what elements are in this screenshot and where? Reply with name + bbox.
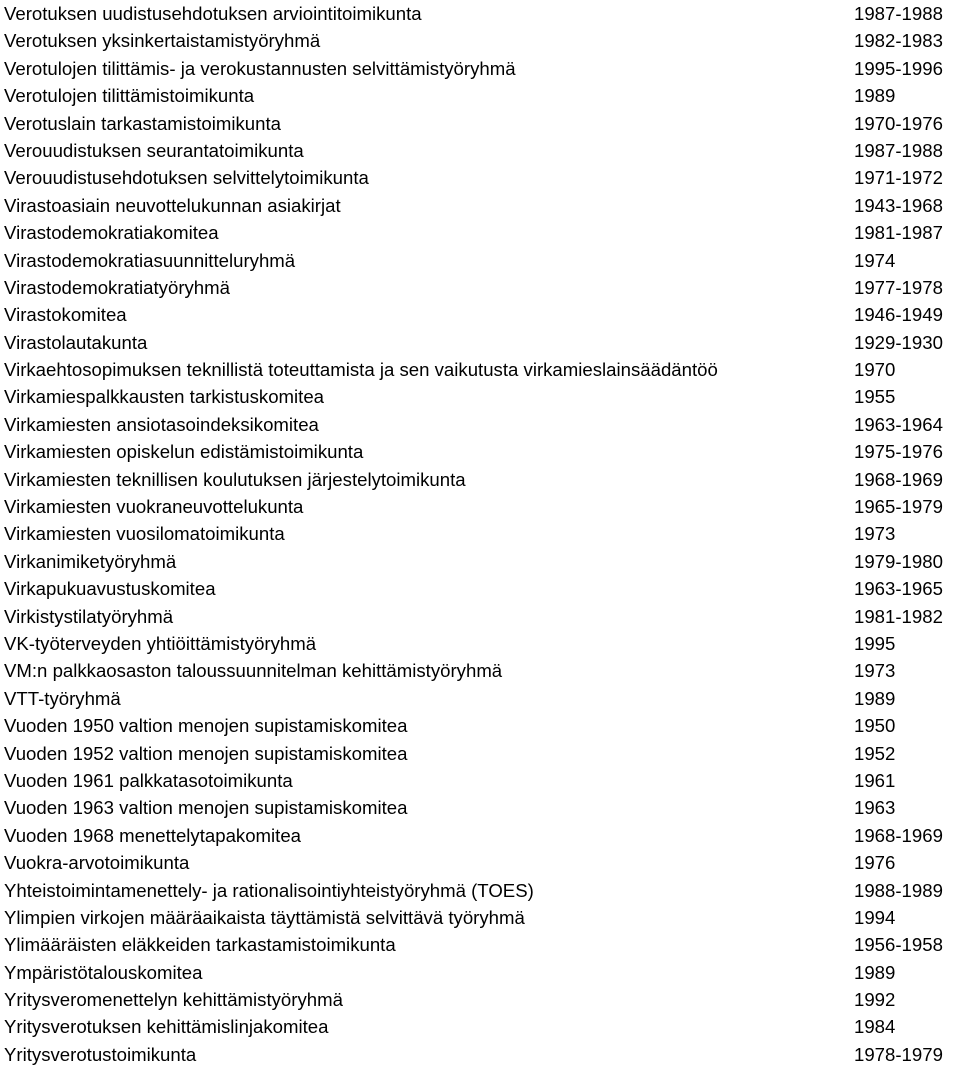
committee-years: 1987-1988 bbox=[854, 3, 943, 24]
committee-years: 1973 bbox=[854, 660, 896, 682]
committee-name: Ylimpien virkojen määräaikaista täyttämistä selvittävä työryhmä bbox=[4, 906, 525, 928]
committee-years: 1963-1965 bbox=[854, 578, 943, 600]
committee-years: 1943-1968 bbox=[854, 194, 943, 216]
committee-name: Virkamiesten teknillisen koulutuksen järjestelytoimikunta bbox=[4, 468, 466, 490]
committee-name: Verotuslain tarkastamistoimikunta bbox=[4, 112, 281, 134]
committee-years: 1946-1949 bbox=[854, 304, 943, 326]
committee-years: 1976 bbox=[854, 852, 896, 874]
committee-name: Virkapukuavustuskomitea bbox=[4, 578, 216, 600]
committee-years: 1955 bbox=[854, 386, 896, 408]
committee-years: 1981-1987 bbox=[854, 222, 943, 244]
committee-name: Virastodemokratiasuunnitteluryhmä bbox=[4, 249, 296, 271]
list-item bbox=[0, 110, 960, 137]
committee-years: 1963-1964 bbox=[854, 413, 943, 435]
committee-name: Virastodemokratiatyöryhmä bbox=[4, 276, 230, 298]
list-item bbox=[0, 383, 960, 410]
committee-name: Virkamiespalkkausten tarkistuskomitea bbox=[4, 386, 325, 408]
committee-name: Verotulojen tilittämis- ja verokustannusten selvittämistyöryhmä bbox=[4, 57, 516, 79]
list-item bbox=[0, 493, 960, 520]
committee-years: 1963 bbox=[854, 797, 896, 819]
committee-years: 1977-1978 bbox=[854, 276, 943, 298]
committee-years: 1961 bbox=[854, 769, 896, 791]
list-item bbox=[0, 82, 960, 109]
committee-name: Ylimääräisten eläkkeiden tarkastamistoimikunta bbox=[4, 934, 396, 956]
committee-name: Verouudistusehdotuksen selvittelytoimikunta bbox=[4, 167, 369, 189]
committee-name: Yritysverotustoimikunta bbox=[4, 1043, 197, 1065]
list-item bbox=[0, 575, 960, 602]
committee-name: Virastolautakunta bbox=[4, 331, 148, 353]
committee-years: 1970 bbox=[854, 359, 896, 381]
committee-name: Vuoden 1968 menettelytapakomitea bbox=[4, 824, 302, 846]
list-item bbox=[0, 219, 960, 246]
list-item bbox=[0, 931, 960, 958]
list-item bbox=[0, 548, 960, 575]
list-item bbox=[0, 904, 960, 931]
list-item bbox=[0, 0, 960, 27]
committee-years: 1978-1979 bbox=[854, 1043, 943, 1065]
committee-name: Virastoasiain neuvottelukunnan asiakirjat bbox=[4, 194, 341, 216]
list-item bbox=[0, 630, 960, 657]
committee-name: Virastodemokratiakomitea bbox=[4, 222, 219, 244]
committee-years: 1981-1982 bbox=[854, 605, 943, 627]
list-item bbox=[0, 740, 960, 767]
list-item bbox=[0, 712, 960, 739]
committee-years: 1989 bbox=[854, 687, 896, 709]
committee-years: 1989 bbox=[854, 961, 896, 983]
list-item bbox=[0, 192, 960, 219]
committee-years: 1995-1996 bbox=[854, 57, 943, 79]
committee-name: Verouudistuksen seurantatoimikunta bbox=[4, 139, 304, 161]
list-item bbox=[0, 767, 960, 794]
list-item bbox=[0, 329, 960, 356]
list-item bbox=[0, 685, 960, 712]
committee-years: 1968-1969 bbox=[854, 824, 943, 846]
committee-name: Yritysverotuksen kehittämislinjakomitea bbox=[4, 1016, 329, 1038]
list-item bbox=[0, 247, 960, 274]
committee-name: Virkamiesten opiskelun edistämistoimikunta bbox=[4, 441, 364, 463]
committee-name: Vuoden 1950 valtion menojen supistamiskomitea bbox=[4, 715, 408, 737]
committee-name: Vuoden 1961 palkkatasotoimikunta bbox=[4, 769, 293, 791]
committee-years: 1968-1969 bbox=[854, 468, 943, 490]
committee-name: Virkistystilatyöryhmä bbox=[4, 605, 174, 627]
committee-years: 1982-1983 bbox=[854, 30, 943, 52]
list-item bbox=[0, 411, 960, 438]
list-item bbox=[0, 27, 960, 54]
committee-years: 1995 bbox=[854, 632, 896, 654]
committee-name: Virkanimiketyöryhmä bbox=[4, 550, 177, 572]
committee-name: Yhteistoimintamenettely- ja rationalisointiyhteistyöryhmä (TOES) bbox=[4, 879, 534, 901]
list-item bbox=[0, 959, 960, 986]
list-item bbox=[0, 164, 960, 191]
committee-years: 1974 bbox=[854, 249, 896, 271]
list-item bbox=[0, 55, 960, 82]
committee-years: 1956-1958 bbox=[854, 934, 943, 956]
committee-name: VM:n palkkaosaston taloussuunnitelman kehittämistyöryhmä bbox=[4, 660, 503, 682]
list-item bbox=[0, 438, 960, 465]
committee-name: Virkaehtosopimuksen teknillistä toteuttamista ja sen vaikutusta virkamieslainsäädäntöö bbox=[4, 359, 718, 381]
committee-name: Yritysveromenettelyn kehittämistyöryhmä bbox=[4, 989, 343, 1011]
committee-years: 1973 bbox=[854, 523, 896, 545]
committee-years: 1984 bbox=[854, 1016, 896, 1038]
committee-name: Verotuksen uudistusehdotuksen arviointitoimikunta bbox=[4, 3, 422, 24]
list-item bbox=[0, 274, 960, 301]
committee-years: 1989 bbox=[854, 85, 896, 107]
list-item bbox=[0, 1041, 960, 1068]
list-item bbox=[0, 794, 960, 821]
list-item bbox=[0, 1013, 960, 1040]
list-item bbox=[0, 877, 960, 904]
committee-years: 1952 bbox=[854, 742, 896, 764]
committee-years: 1987-1988 bbox=[854, 139, 943, 161]
list-item bbox=[0, 603, 960, 630]
list-item bbox=[0, 822, 960, 849]
committee-years: 1970-1976 bbox=[854, 112, 943, 134]
committee-name: Vuokra-arvotoimikunta bbox=[4, 852, 190, 874]
committee-years: 1950 bbox=[854, 715, 896, 737]
list-item bbox=[0, 849, 960, 876]
committee-years: 1988-1989 bbox=[854, 879, 943, 901]
list-item bbox=[0, 356, 960, 383]
committee-name: Verotuksen yksinkertaistamistyöryhmä bbox=[4, 30, 321, 52]
committee-years: 1979-1980 bbox=[854, 550, 943, 572]
committee-name: Virastokomitea bbox=[4, 304, 127, 326]
list-item bbox=[0, 466, 960, 493]
list-item bbox=[0, 301, 960, 328]
list-item bbox=[0, 137, 960, 164]
committee-years: 1971-1972 bbox=[854, 167, 943, 189]
list-item bbox=[0, 520, 960, 547]
committee-years: 1929-1930 bbox=[854, 331, 943, 353]
committee-name: Ympäristötalouskomitea bbox=[4, 961, 203, 983]
committee-years: 1975-1976 bbox=[854, 441, 943, 463]
committee-name: Vuoden 1952 valtion menojen supistamiskomitea bbox=[4, 742, 408, 764]
committee-name: Virkamiesten vuokraneuvottelukunta bbox=[4, 496, 304, 518]
committee-name: Vuoden 1963 valtion menojen supistamiskomitea bbox=[4, 797, 408, 819]
committee-years: 1994 bbox=[854, 906, 896, 928]
committee-years: 1965-1979 bbox=[854, 496, 943, 518]
committee-years: 1992 bbox=[854, 989, 896, 1011]
list-item bbox=[0, 986, 960, 1013]
committee-name: VTT-työryhmä bbox=[4, 687, 121, 709]
committee-name: Verotulojen tilittämistoimikunta bbox=[4, 85, 255, 107]
committee-name: VK-työterveyden yhtiöittämistyöryhmä bbox=[4, 632, 317, 654]
list-item bbox=[0, 657, 960, 684]
committee-name: Virkamiesten vuosilomatoimikunta bbox=[4, 523, 285, 545]
committee-name: Virkamiesten ansiotasoindeksikomitea bbox=[4, 413, 319, 435]
